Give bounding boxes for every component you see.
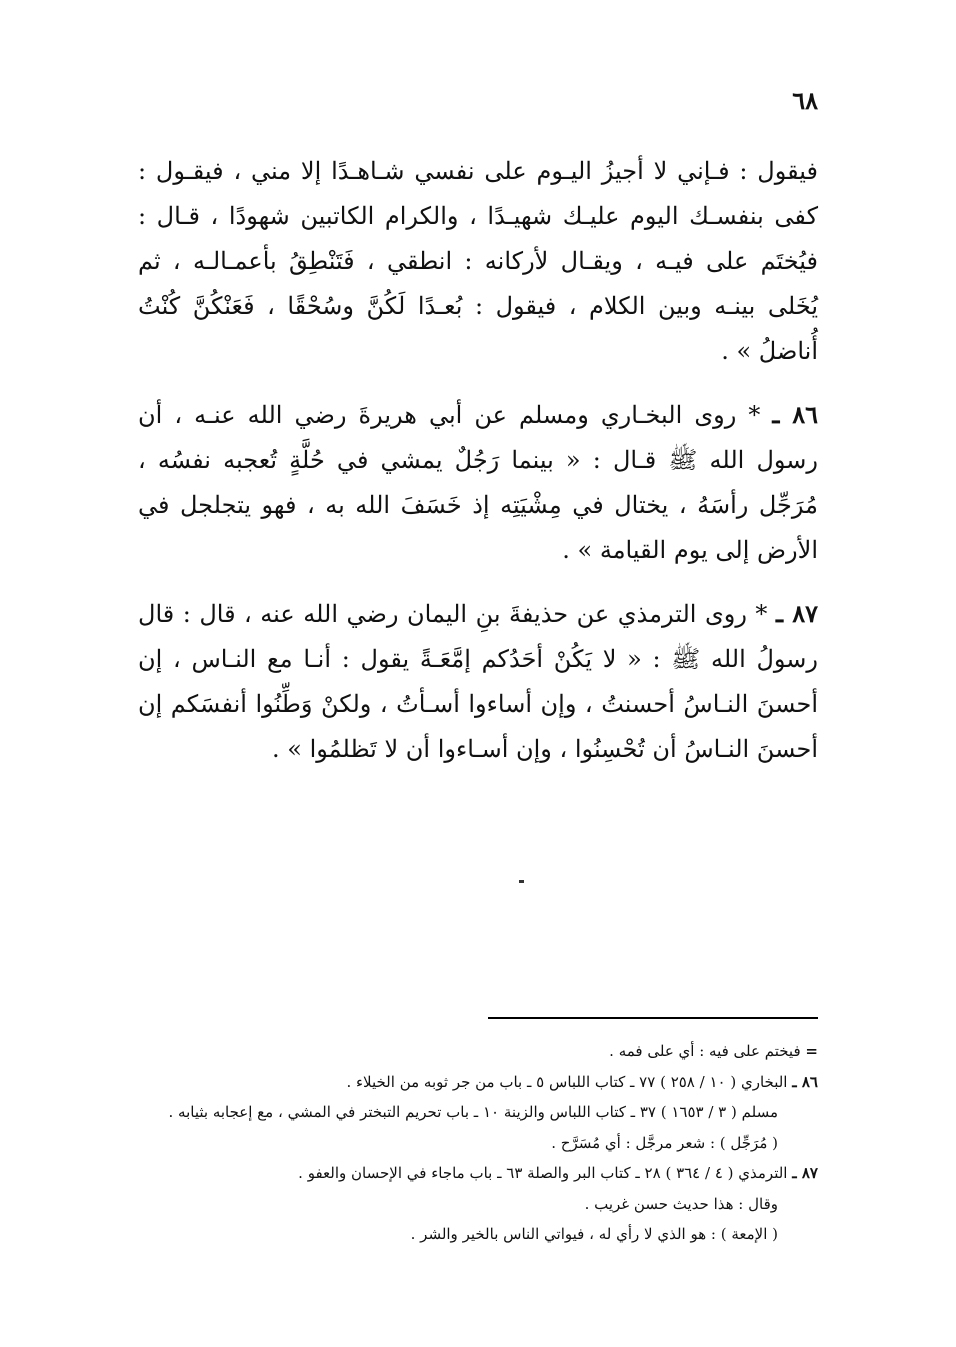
footnote-line bbox=[138, 1189, 818, 1220]
footnote-marker: ٨٦ ـ bbox=[792, 1072, 818, 1091]
footnote-line bbox=[138, 1036, 818, 1067]
footnote-text: فيختم على فيه : أي على فمه . bbox=[609, 1042, 801, 1060]
footnote-divider bbox=[488, 1017, 818, 1019]
footnote-line bbox=[138, 1067, 818, 1098]
footnote-text: مسلم ( ٣ / ١٦٥٣ ) ٣٧ ـ كتاب اللباس والزينة ١٠ ـ باب تحريم التبختر في المشي ، مع إعجابه بثيابه . bbox=[168, 1103, 778, 1121]
hadith-number: ٨٧ ـ bbox=[775, 599, 818, 628]
footnote-line bbox=[138, 1128, 818, 1159]
paragraph bbox=[138, 591, 818, 772]
footnote-text: ( الإمعة ) : هو الذي لا رأي له ، فيواتي الناس بالخير والشر . bbox=[410, 1225, 778, 1243]
footnote-marker: = bbox=[805, 1042, 818, 1060]
footnote-text: وقال : هذا حديث حسن غريب . bbox=[584, 1194, 778, 1213]
paragraph-text: فيقول : فـإني لا أجيزُ اليـوم على نفسي شـاهـدًا إلا مني ، فيقـول : كفى بنفسـك اليوم عليـك شهيـدًا ، والكرام الكاتبين شهودًا ، قـال : فيُختَم على فيـه ، ويقـال لأركانه : انطقي ، فَتَنْطِقُ بأعمـالـه ، ثم يُخَلى بينـه وبين الكلام ، فيقول : بُعـدًا لَكُنَّ وسُحْقًا ، فَعَنْكُنَّ كُنْتُ أُناضلُ » . bbox=[138, 157, 818, 365]
footnote-line bbox=[138, 1219, 818, 1250]
footnote-text: الترمذي ( ٤ / ٣٦٤ ) ٢٨ ـ كتاب البر والصلة ٦٣ ـ باب ماجاء في الإحسان والعفو . bbox=[298, 1164, 788, 1182]
footnote-line bbox=[138, 1097, 818, 1128]
footnote-text: ( مُرَجِّل ) : شعر مرجَّل : أي مُسَرَّح . bbox=[551, 1133, 778, 1152]
paragraph bbox=[138, 392, 818, 573]
hadith-number: ٨٦ ـ bbox=[772, 400, 818, 429]
separator-dot bbox=[519, 880, 524, 883]
footnotes bbox=[138, 1036, 818, 1250]
footnote-line bbox=[138, 1158, 818, 1189]
hadith-text: * روى البخـاري ومسلم عن أبي هريرةَ رضي الله عنـه ، أن رسول الله ﷺ قـال : « بينما رَجُلٌ يمشي في حُلَّةٍ تُعجبه نفسُه ، مُرَجِّل رأسَهُ ، يختال في مِشْيَتِه إذ خَسَفَ الله به ، فهو يتجلجل في الأرض إلى يوم القيامة » . bbox=[138, 401, 818, 564]
page-number: ٦٨ bbox=[792, 86, 818, 115]
hadith-text: * روى الترمذي عن حذيفةَ بنِ اليمان رضي الله عنه ، قال : قال رسولُ الله ﷺ : « لا يَكُنْ أحَدُكم إمَّعَـةً يقول : أنـا مع النـاس ، إن أحسنَ النـاسُ أحسنتُ ، وإن أساءوا أسـأتُ ، ولكنْ وَطِّنُوا أنفسَكم إن أحسنَ النـاسُ أن تُحْسِنُوا ، وإن أسـاءوا أن لا تَظلمُوا » . bbox=[138, 600, 818, 763]
footnote-text: البخاري ( ١٠ / ٢٥٨ ) ٧٧ ـ كتاب اللباس ٥ ـ باب من جر ثوبه من الخيلاء . bbox=[346, 1072, 788, 1091]
footnote-marker: ٨٧ ـ bbox=[792, 1164, 818, 1182]
main-text bbox=[138, 148, 818, 790]
paragraph bbox=[138, 148, 818, 374]
